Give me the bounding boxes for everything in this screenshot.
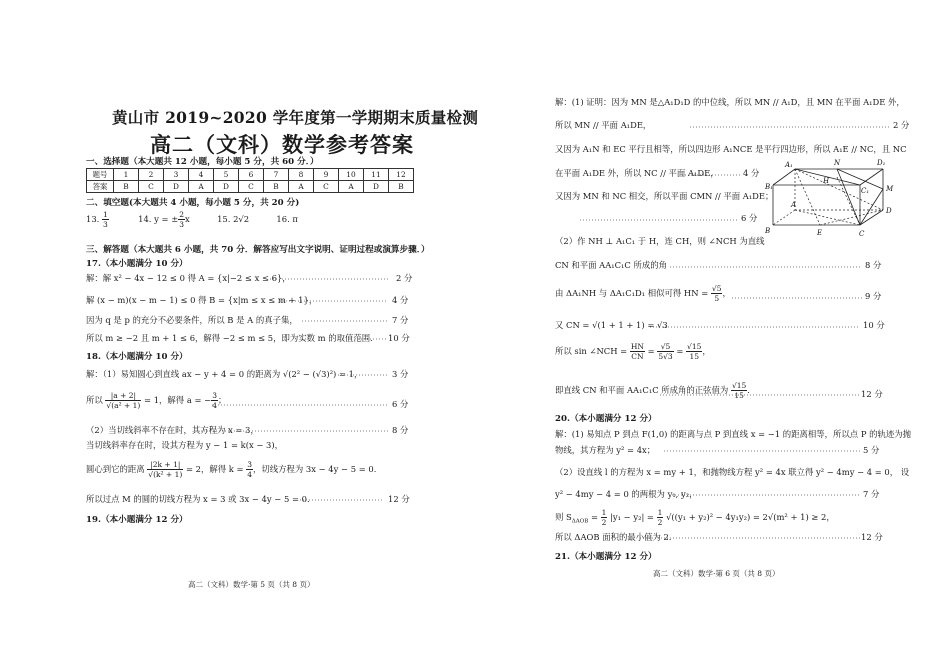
table-cell: 8 (289, 169, 314, 181)
geometry-figure (765, 155, 895, 240)
denominator: 15 (734, 391, 744, 400)
q17-line-1: 解：解 x² − 4x − 12 ≤ 0 得 A = {x|−2 ≤ x ≤ 6}， (86, 273, 291, 283)
q19-score-2: 2 分 (893, 120, 910, 130)
section-2-heading: 二、填空题(本大题共 4 小题，每小题 5 分，共 20 分) (86, 198, 300, 208)
numerator: HN (630, 342, 644, 351)
q19-line-12 (555, 381, 756, 400)
denominator: 4 (212, 401, 217, 410)
q14-variable: x (185, 214, 190, 224)
q19-line-10: 又 CN = √(1 + 1 + 1) = √3 (555, 320, 668, 330)
table-cell: C (239, 181, 264, 193)
q15-answer: 2√2 (233, 214, 250, 224)
score-text: 2 分 (396, 273, 413, 283)
q21-heading: 21.（本小题满分 12 分） (555, 552, 657, 562)
table-cell: 7 (264, 169, 289, 181)
numerator: √15 (687, 342, 702, 351)
table-cell: C (139, 181, 164, 193)
q18-heading: 18.（本小题满分 10 分） (86, 352, 188, 362)
label-a1: A₁ (785, 161, 793, 169)
table-cell: 12 (389, 169, 414, 181)
text: ． (747, 385, 756, 395)
q19-line-7: （2）作 NH ⊥ A₁C₁ 于 H，连 CH，则 ∠NCH 为直线 (555, 236, 765, 246)
page-footer: 高二（文科）数学·第 5 页（共 8 页） (188, 580, 315, 589)
numerator: √5 (657, 342, 673, 352)
denominator: 5 (714, 294, 720, 303)
table-cell: C (314, 181, 339, 193)
numerator: 2 (179, 210, 184, 219)
q19-score-8: 8 分 (865, 260, 882, 270)
q14-expression: y = ± (154, 214, 179, 224)
text: √((y₁ + y₂)² − 4y₁y₂) = 2√(m² + 1) ≥ 2， (666, 512, 835, 522)
label-m: M (886, 185, 894, 193)
text: ， (702, 346, 711, 356)
text: ，切线方程为 3x − 4y − 5 = 0． (253, 464, 383, 474)
numerator: |2k + 1| (147, 460, 183, 470)
denominator: 5√3 (658, 352, 673, 361)
denominator: √(a² + 1) (106, 401, 141, 410)
label-d: D (886, 207, 892, 215)
q17-score-2: 4 分 (392, 295, 409, 305)
denominator: 3 (103, 220, 108, 229)
fraction (657, 508, 664, 527)
q18-line-3: （2）当切线斜率不存在时，其方程为 x = 3， (86, 425, 259, 435)
q19-score-6: 6 分 (741, 213, 758, 223)
q19-line-5: 又因为 MN 和 NC 相交，所以平面 CMN // 平面 A₁DE； (555, 191, 774, 201)
denominator: 2 (657, 518, 663, 527)
numerator: |a + 2| (105, 391, 141, 401)
q16-answer: π (292, 214, 298, 224)
numerator: 1 (103, 210, 108, 219)
fraction (601, 508, 608, 527)
denominator: 3 (179, 220, 184, 229)
page-footer: 高二（文科）数学·第 6 页（共 8 页） (653, 569, 780, 578)
table-cell: 10 (339, 169, 364, 181)
fraction (711, 284, 723, 303)
label-n: N (834, 159, 841, 167)
denominator: CN (631, 352, 644, 361)
label-b: B (765, 227, 771, 235)
label-h: H (823, 177, 830, 185)
numerator: √15 (731, 381, 747, 390)
q17-score-3: 7 分 (392, 315, 409, 325)
q17-line-4: 所以 m ≥ −2 且 m + 1 ≤ 6，解得 −2 ≤ m ≤ 5，即为实数 m 的取值范围． (86, 333, 379, 343)
fraction (657, 342, 673, 361)
table-cell: 9 (314, 169, 339, 181)
text: 由 ΔA₁NH 与 ΔA₁C₁D₁ 相似可得 HN = (555, 288, 709, 298)
q16-label: 16. (276, 214, 290, 224)
numerator: 3 (212, 391, 217, 400)
text: 所以 (86, 395, 103, 405)
table-cell: B (389, 181, 414, 193)
fraction (731, 381, 747, 400)
q20-score-5: 5 分 (863, 445, 880, 455)
table-cell: D (364, 181, 389, 193)
table-cell: B (114, 181, 139, 193)
text: = 2，解得 k = (185, 464, 244, 474)
table-cell: D (214, 181, 239, 193)
label-d1: D₁ (877, 159, 886, 167)
q18-score-1: 3 分 (392, 369, 409, 379)
denominator: 15 (689, 352, 699, 361)
equals: = (647, 346, 655, 356)
subscript: ΔAOB (571, 518, 589, 525)
q18-line-4: 当切线斜率存在时，设其方程为 y − 1 = k(x − 3)， (86, 440, 284, 450)
q18-line-6: 所以过点 M 的圆的切线方程为 x = 3 或 3x − 4y − 5 = 0． (86, 494, 316, 504)
q20-line-2: 物线，其方程为 y² = 4x； (555, 445, 656, 455)
table-cell: 3 (164, 169, 189, 181)
q20-score-7: 7 分 (863, 489, 880, 499)
q15-label: 15. (217, 214, 231, 224)
table-cell: A (189, 181, 214, 193)
q19-line-9 (555, 284, 731, 303)
label-c1: C₁ (861, 187, 870, 195)
q20-line-4: y² − 4my − 4 = 0 的两根为 y₁, y₂， (555, 489, 698, 499)
table-cell: A (289, 181, 314, 193)
table-cell: A (339, 181, 364, 193)
table-header-cell: 题号 (87, 169, 114, 181)
q19-score-10: 10 分 (863, 320, 885, 330)
q14-label: 14. (138, 214, 152, 224)
q18-line-1: 解：（1）易知圆心到直线 ax − y + 4 = 0 的距离为 √(2² − (√3)²) = 1， (86, 369, 363, 379)
text: 则 S (555, 512, 572, 522)
label-c: C (859, 230, 865, 238)
text: ； (217, 395, 227, 405)
label-e: E (817, 229, 823, 237)
q19-score-12: 12 分 (861, 389, 883, 399)
q20-line-1: 解：(1) 易知点 P 到点 F(1,0) 的距离与点 P 到直线 x = −1 的距离相等，所以点 P 的轨迹为抛 (555, 429, 912, 439)
text: = 1，解得 a = − (144, 395, 212, 405)
q17-line-2: 解 (x − m)(x − m − 1) ≤ 0 得 B = {x|m ≤ x ≤ m + 1}， (86, 295, 318, 305)
table-cell: 11 (364, 169, 389, 181)
fraction (630, 342, 645, 361)
q20-line-3: （2）设直线 l 的方程为 x = my + 1，和抛物线方程 y² = 4x 联立得 y² − 4my − 4 = 0， 设 (555, 467, 910, 477)
table-cell: 6 (239, 169, 264, 181)
q17-heading: 17.（本小题满分 10 分） (86, 259, 188, 269)
q17-score-4: 10 分 (388, 333, 410, 343)
text: |y₁ − y₂| = (610, 512, 654, 522)
fraction (686, 342, 702, 361)
exam-title: 黄山市 2019~2020 学年度第一学期期末质量检测 (112, 108, 479, 127)
q19-line-3: 又因为 A₁N 和 EC 平行且相等，所以四边形 A₁NCE 是平行四边形，所以 A₁E // NC，且 NC (555, 144, 907, 154)
text: 即直线 CN 和平面 AA₁C₁C 所成角的正弦值为 (555, 385, 729, 395)
table-cell: 4 (189, 169, 214, 181)
q20-line-6: 所以 ΔAOB 面积的最小值为 2． (555, 532, 678, 542)
numerator: 1 (657, 508, 663, 517)
section-3-heading: 三、解答题（本大题共 6 小题，共 70 分．解答应写出文字说明、证明过程或演算步骤．） (86, 245, 430, 255)
q19-line-1: 解：(1) 证明：因为 MN 是△A₁D₁D 的中位线，所以 MN // A₁D，且 MN 在平面 A₁DE 外， (555, 97, 905, 107)
q19-line-11 (555, 342, 711, 361)
q18-score-6: 12 分 (388, 494, 410, 504)
q20-line-5 (555, 508, 835, 527)
q19-score-9: 9 分 (865, 291, 882, 301)
text: = (590, 512, 598, 522)
q19-line-8: CN 和平面 AA₁C₁C 所成的角 (555, 260, 667, 270)
q20-heading: 20.（本小题满分 12 分） (555, 414, 657, 424)
text: 所以 sin ∠NCH = (555, 346, 628, 356)
q19-line-2: 所以 MN // 平面 A₁DE， (555, 120, 652, 130)
q13-label: 13. (86, 214, 100, 224)
q19-line-4: 在平面 A₁DE 外，所以 NC // 平面 A₁DE， (555, 168, 719, 178)
text: ， (722, 288, 731, 298)
table-cell: B (264, 181, 289, 193)
equals: = (676, 346, 684, 356)
table-cell: 1 (114, 169, 139, 181)
label-b1: B₁ (765, 183, 773, 191)
numerator: √5 (711, 284, 722, 293)
table-cell: 2 (139, 169, 164, 181)
label-a: A (791, 201, 797, 209)
table-cell: D (164, 181, 189, 193)
q18-score-3: 8 分 (392, 425, 409, 435)
text: 圆心到它的距离 (86, 464, 145, 474)
denominator: √(k² + 1) (148, 470, 183, 479)
q19-heading: 19.（本小题满分 12 分） (86, 515, 188, 525)
section-1-heading: 一、选择题（本大题共 12 小题，每小题 5 分，共 60 分．） (86, 157, 319, 167)
q17-line-3: 因为 q 是 p 的充分不必要条件，所以 B 是 A 的真子集， (86, 315, 298, 325)
numerator: 3 (247, 460, 252, 469)
q20-score-12: 12 分 (861, 532, 883, 542)
q19-score-4: 4 分 (743, 168, 760, 178)
q18-score-2: 6 分 (392, 399, 409, 409)
right-page (475, 0, 950, 658)
table-cell: 5 (214, 169, 239, 181)
numerator: 1 (601, 508, 607, 517)
answer-key-title: 高二（文科）数学参考答案 (150, 132, 414, 157)
table-header-cell: 答案 (87, 181, 114, 193)
denominator: 2 (601, 518, 607, 527)
denominator: 4 (247, 470, 252, 479)
